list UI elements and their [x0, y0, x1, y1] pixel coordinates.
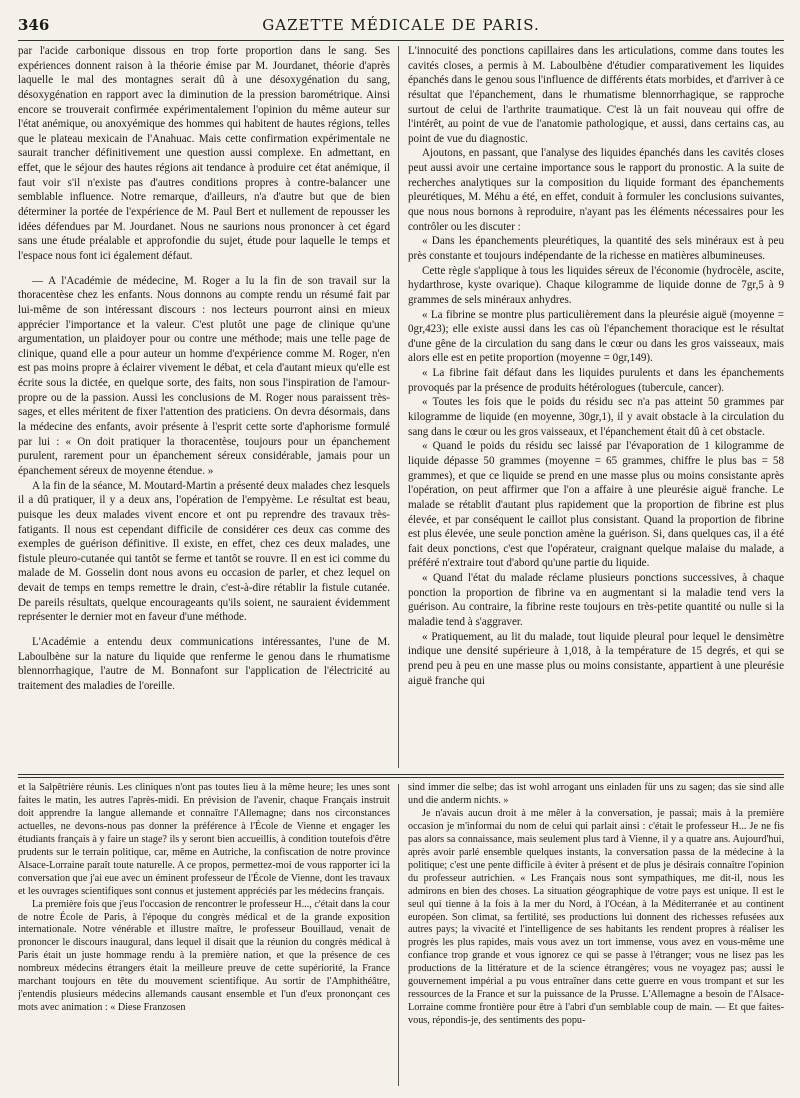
- section-divider: [18, 774, 784, 775]
- paragraph: « La fibrine se montre plus particulièrement dans la pleurésie aiguë (moyenne = 0gr,423); elle existe aussi dans les cas où l'épanchement thoracique est le résultat d'une gêne de la circulation du sang dans le cœur ou dans les gros vaisseaux, mais alors elle est en petite proportion (moyenne = 0gr,149).: [408, 308, 784, 365]
- section-divider: [18, 777, 784, 778]
- paragraph: L'Académie a entendu deux communications intéressantes, l'une de M. Laboulbène sur la nature du liquide que renferme le genou dans le rhumatisme blennorrhagique, l'autre de M. Bonnafont sur l'application de l'électricité au traitement des maladies de l'oreille.: [18, 635, 390, 692]
- paragraph: L'innocuité des ponctions capillaires dans les articulations, comme dans toutes les cavités closes, a permis à M. Laboulbène d'étudier comparativement les liquides épanchés dans le genou sous l'influence de différents états morbides, et d'arriver à ce résultat que l'épanchement, dans le rhumatisme blennorrhagique, se rapproche surtout de celui de l'arthrite traumatique. C'est là un fait nouveau qui offre de l'intérêt, au point de vue de l'anatomie pathologique, et aussi, dans certains cas, au point de vue du diagnostic.: [408, 45, 784, 145]
- paragraph: Je n'avais aucun droit à me mêler à la conversation, je passai; mais à la première occasion je m'informai du nom de celui qui parlait ainsi : c'était le professeur H... Je ne fis pas alors sa connaissance, mais seulement plus tard à Vienne, il y a quatre ans. Aujourd'hui, après avoir parlé ensemble quelques instants, la conversation passa de la médecine à la politique; c'est une pente difficile à éviter à présent et de plus je désirais connaître l'opinion du professeur autrichien. « Les Français nous sont sympathiques, me dit-il, nous les admirons en bien des choses. La situation géographique de votre pays est unique. Il est le seul qui tienne à la fois à la mer du Nord, à l'Océan, à la Méditerranée et au continent européen. Son climat, sa fertilité, ses productions lui donnent des richesses refusées aux autres pays; la vivacité et l'intelligence de ses habitants les rendent propres à réaliser les progrès les plus rapides, mais vous avez un tort immense, vous avez en vous-même une confiance trop grande et vous ignorez ce qui se passe à l'étranger; vous ne lisez pas les productions de la littérature et de la science étrangères; vous ne voyagez pas; aussi le gouvernement impérial a pu vous entraîner dans cette guerre en vous trompant et sur les ressources de la France et sur la puissance de la Prusse. L'Allemagne a besoin de l'Alsace-Lorraine comme frontière pour être à l'abri d'un semblable coup de main. — Et que faites-vous, répondis-je, des sentiments des popu-: [408, 807, 784, 1027]
- newspaper-page: [18, 14, 784, 1088]
- feuilleton-column-right: [408, 782, 784, 1088]
- article-column-top-left: [18, 44, 390, 770]
- paragraph: A la fin de la séance, M. Moutard-Martin a présenté deux malades chez lesquels il a dû pratiquer, il y a deux ans, l'opération de l'empyème. Le résultat est beau, puisque les deux malades vivent encore et ont pu reprendre des travaux très-fatigants. Il nous est cependant difficile de considérer ces deux cas comme des exemples de guérison définitive. Il existe, en effet, chez ces deux malades, une fistule pleuro-cutanée qui tantôt se ferme et tantôt se rouvre. Il en est ici comme du malade de M. Gosselin dont nous avons eu occasion de parler, et chez lequel on devait de temps en temps remettre le drain, c'est-à-dire rétablir la fistule cutanée. De pareils résultats, quelque encourageants qu'ils soient, ne sauraient évidemment représenter le dernier mot en faveur d'une méthode.: [18, 479, 390, 624]
- journal-title: GAZETTE MÉDICALE DE PARIS.: [262, 16, 540, 34]
- paragraph: « Pratiquement, au lit du malade, tout liquide pleural pour lequel le densimètre indique une densité supérieure à 1,018, à la température de 15 degrés, et qui se prend peu à peu en une masse plus ou moins consistante, appartient à une pleurésie aiguë franche qui: [408, 630, 784, 687]
- page-number: 346: [18, 16, 50, 34]
- paragraph: sind immer die selbe; das ist wohl arrogant uns einladen für uns zu sagen; das sie sind alle und die anderm nichts. »: [408, 782, 784, 806]
- paragraph: « Quand l'état du malade réclame plusieurs ponctions successives, à chaque ponction la proportion de fibrine va en augmentant si la maladie tend vers la guérison. Au contraire, la fibrine reste toujours en très-petite quantité ou nulle si la maladie tend à s'aggraver.: [408, 572, 784, 628]
- paragraph: par l'acide carbonique dissous en trop forte proportion dans le sang. Ses expériences donnent raison à la théorie émise par M. Jourdanet, théorie d'après laquelle le mal des montagnes serait dû à une désoxygénation du sang, désoxygénation en rapport avec la diminution de la pression barométrique. Ainsi encore se trouverait confirmée expérimentalement l'opinion du même auteur sur l'état anémique, ou anoxyémique des hommes qui habitent de hautes régions, telles que le plateau mexicain de l'Anahuac. Mais cette confirmation expérimentale ne saurait trancher définitivement une question aussi complexe. En admettant, en effet, que le séjour des hautes régions ait tendance à produire cet état anémique, il faut voir s'il n'existe pas d'autres conditions propres à contre-balancer une semblable influence. Notre remarque, d'ailleurs, n'a d'autre but que de bien déterminer la portée de l'expérience de M. Paul Bert et nullement de repousser les idées défendues par M. Jourdanet. Nous ne saurions nous prononcer à cet égard sans une étude préalable et approfondie du sujet, étude pour laquelle le temps et l'espace nous font ici également défaut.: [18, 45, 390, 262]
- article-column-top-right: [408, 44, 784, 770]
- paragraph: Ajoutons, en passant, que l'analyse des liquides épanchés dans les cavités closes peut aussi avoir une certaine importance sous le rapport du pronostic. A la suite de recherches analytiques sur la composition du liquide formant des épanchements pleurétiques, M. Méhu a été, en effet, conduit à formuler les conclusions suivantes, que nous nous bornons à reproduire, n'ayant pas les éléments nécessaires pour les contrôler ou les discuter :: [408, 147, 784, 233]
- page-header: [18, 14, 784, 41]
- paragraph: « Dans les épanchements pleurétiques, la quantité des sels minéraux est à peu près constante et toujours indépendante de la richesse en matières albumineuses.: [408, 235, 784, 262]
- column-divider: [398, 784, 399, 1086]
- paragraph: « La fibrine fait défaut dans les liquides purulents et dans les épanchements provoqués par la présence de produits hétérologues (tubercule, cancer).: [408, 367, 784, 394]
- paragraph: Cette règle s'applique à tous les liquides séreux de l'économie (hydrocèle, ascite, hydarthrose, kyste ovarique). Chaque kilogramme de liquide donne de 7gr,5 à 9 grammes de sels minéraux anhydres.: [408, 264, 784, 306]
- paragraph: « Quand le poids du résidu sec laissé par l'évaporation de 1 kilogramme de liquide dépasse 50 grammes (moyenne = 65 grammes, chiffre le plus bas = 58 grammes), et que ce liquide se prend en une masse plus ou moins consistante après l'opération, on peut affirmer que l'on a affaire à une pleurésie aiguë franche. Le malade se rétablit d'autant plus rapidement que la proportion de fibrine est plus élevée, et par conséquent le caillot plus consistant. Quand la proportion de fibrine est plus élevée, une seule ponction amène la guérison. Si, dans quelques cas, il a été fait deux ponctions, c'est que l'opérateur, craignant quelque malaise du malade, a préféré n'extraire tout d'abord qu'une partie du liquide.: [408, 440, 784, 570]
- paragraph: La première fois que j'eus l'occasion de rencontrer le professeur H..., c'était dans la cour de notre École de Paris, à l'époque du congrès médical et de la grande exposition internationale. Notre vénérable et illustre maître, le professeur Bouillaud, venait de prononcer le discours inaugural, dans lequel il disait que la réunion du congrès médical à Paris était un juste hommage rendu à la première nation, et que la présence de ces nombreux médecins étrangers était la meilleure preuve de cette supériorité, la France marchant toujours en tête du mouvement scientifique. Au sortir de l'Amphithéâtre, j'entendis plusieurs médecins allemands causant ensemble et l'un d'eux prononçant ces mots avec animation : « Diese Franzosen: [18, 898, 390, 1014]
- column-divider: [398, 46, 399, 768]
- feuilleton-column-left: [18, 782, 390, 1088]
- paragraph: — A l'Académie de médecine, M. Roger a lu la fin de son travail sur la thoracentèse chez les enfants. Nous donnons au compte rendu un résumé fait par lui-même de son intéressant discours : nos lecteurs pourront ainsi en mieux apprécier l'importance et la valeur. C'est plutôt une page de clinique qu'une argumentation, un plaidoyer pour ou contre une méthode; mais une telle page de clinique, quand elle a pour auteur un homme d'expérience comme M. Roger, n'en est pas moins propre à éclairer vivement le débat, et cela d'autant mieux qu'elle est écrite sous la dictée, en quelque sorte, des faits, non sous l'inspiration de l'amour-propre ou de la passion. Aussi les conclusions de M. Roger nous paraissent très-sages, et elles méritent de fixer l'attention des praticiens. On devra désormais, dans la médecine des enfants, avoir présente à l'esprit cette sorte d'aphorisme formulé par lui : « On doit pratiquer la thoracentèse, toujours pour un épanchement purulent, rarement pour un épanchement séreux considérable, jamais pour un épanchement séreux de moyenne étendue. »: [18, 274, 390, 477]
- paragraph: et la Salpêtrière réunis. Les cliniques n'ont pas toutes lieu à la même heure; les unes sont faites le matin, les autres l'après-midi. En prévision de l'avenir, chaque Français instruit doit apprendre la langue allemande et connaître l'Allemagne; dans nos circonstances actuelles, ne devons-nous pas donner la préférence à l'École de Vienne et engager les étudiants français à y faire un stage? ils y seront bien accueillis, à condition toutefois d'être prudents sur le terrain politique, car, même en Autriche, la confiscation de notre province Alsace-Lorraine paraît toute naturelle. A ce propos, permettez-moi de vous rapporter ici la conversation que j'ai eue avec un éminent professeur de l'École de Vienne, dont les travaux et les ouvrages scientifiques sont connus et justement appréciés par les médecins français.: [18, 782, 390, 897]
- paragraph: « Toutes les fois que le poids du résidu sec n'a pas atteint 50 grammes par kilogramme de liquide (en moyenne, 30gr,1), il y avait obstacle à la circulation du sang dans le cœur ou les gros vaisseaux, et l'épanchement était dû à cet obstacle.: [408, 396, 784, 438]
